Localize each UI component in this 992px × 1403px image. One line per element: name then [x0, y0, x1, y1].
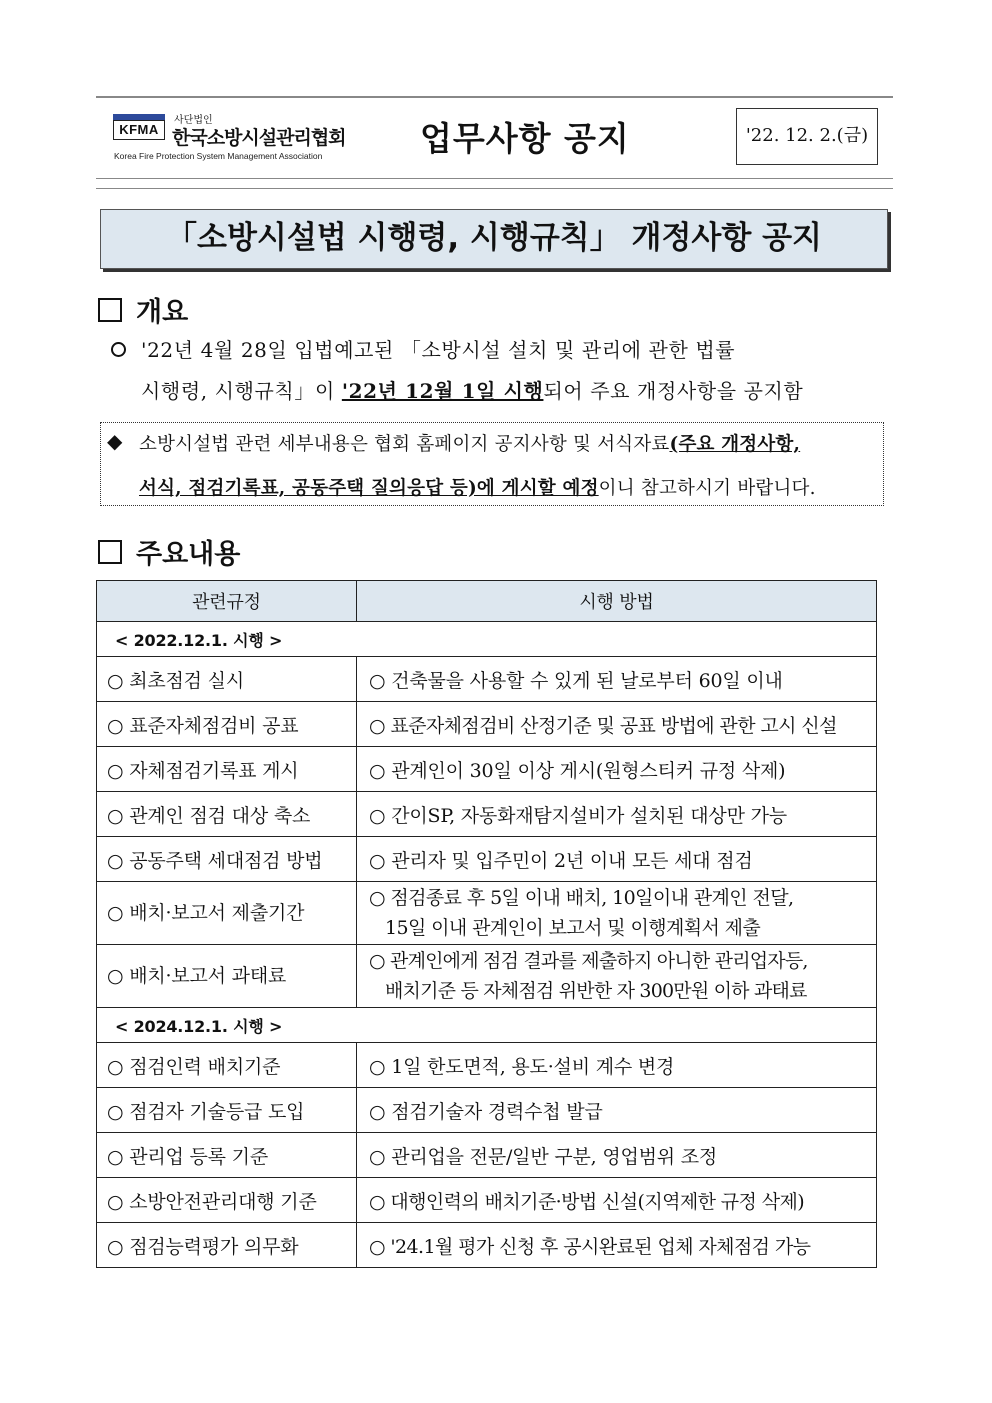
main-title: 「소방시설법 시행령, 시행규칙」 개정사항 공지 [100, 209, 888, 269]
column-header-rule: 관련규정 [97, 581, 357, 622]
section-overview [98, 290, 188, 329]
table-row [97, 1088, 877, 1133]
rule-cell: ○ 표준자체점검비 공표 [97, 702, 357, 747]
notice-line-1 [139, 430, 800, 456]
rule-cell: ○ 관계인 점검 대상 축소 [97, 792, 357, 837]
method-cell: ○ 1일 한도면적, 용도·설비 계수 변경 [357, 1043, 877, 1088]
table-row [97, 1133, 877, 1178]
table-row [97, 1178, 877, 1223]
rule-cell: ○ 점검자 기술등급 도입 [97, 1088, 357, 1133]
square-bullet-icon [98, 540, 122, 564]
table-row [97, 747, 877, 792]
group-label-2024: < 2024.12.1. 시행 > [97, 1008, 877, 1043]
table-row [97, 837, 877, 882]
org-type: 사단법인 [174, 115, 213, 126]
rule-cell: ○ 점검능력평가 의무화 [97, 1223, 357, 1268]
method-cell: ○ 대행인력의 배치기준·방법 신설(지역제한 규정 삭제) [357, 1178, 877, 1223]
notice-line-1-bold: (주요 개정사항, [669, 434, 801, 455]
overview-line-1: '22년 4월 28일 입법예고된 「소방시설 설치 및 관리에 관한 법률 [141, 338, 736, 362]
method-line-2: 15일 이내 관계인이 보고서 및 이행계획서 제출 [385, 917, 761, 939]
org-english-name: Korea Fire Protection System Management Association [114, 151, 323, 161]
org-name: 한국소방시설관리협회 [172, 127, 346, 149]
logo-text: KFMA [113, 120, 165, 140]
overview-line-2-post: 되어 주요 개정사항을 공지함 [543, 379, 804, 403]
table-row [97, 792, 877, 837]
table-row [97, 702, 877, 747]
rule-cell: ○ 배치·보고서 제출기간 [97, 882, 357, 945]
table-row [97, 1043, 877, 1088]
table-row [97, 1223, 877, 1268]
group-row-2022 [97, 622, 877, 657]
document-title: 업무사항 공지 [420, 119, 630, 158]
group-row-2024 [97, 1008, 877, 1043]
rule-cell: ○ 점검인력 배치기준 [97, 1043, 357, 1088]
date-box: '22. 12. 2.(금) [736, 108, 878, 165]
method-cell: ○ 관계인이 30일 이상 게시(원형스티커 규정 삭제) [357, 747, 877, 792]
method-cell: ○ 건축물을 사용할 수 있게 된 날로부터 60일 이내 [357, 657, 877, 702]
method-cell: ○ '24.1월 평가 신청 후 공시완료된 업체 자체점검 가능 [357, 1223, 877, 1268]
group-label-2022: < 2022.12.1. 시행 > [97, 622, 877, 657]
table-row [97, 945, 877, 1008]
overview-line-2 [141, 375, 803, 404]
notice-line-2 [139, 474, 816, 500]
table-header-row [97, 581, 877, 622]
method-cell: ○ 표준자체점검비 산정기준 및 공표 방법에 관한 고시 신설 [357, 702, 877, 747]
square-bullet-icon [98, 298, 122, 322]
amendments-table [96, 580, 877, 1268]
notice-line-2-bold: 서식, 점검기록표, 공동주택 질의응답 등)에 게시할 예정 [139, 478, 599, 499]
rule-cell: ○ 자체점검기록표 게시 [97, 747, 357, 792]
method-cell [357, 945, 877, 1008]
overview-line-2-pre: 시행령, 시행규칙」이 [141, 379, 342, 403]
method-line-1: ○ 점검종료 후 5일 이내 배치, 10일이내 관계인 전달, [369, 887, 794, 909]
header-bottom-rule [96, 178, 893, 179]
section-overview-heading: 개요 [136, 297, 189, 328]
method-line-1: ○ 관계인에게 점검 결과를 제출하지 아니한 관리업자등, [369, 950, 808, 972]
rule-cell: ○ 최초점검 실시 [97, 657, 357, 702]
diamond-bullet-icon: ◆ [107, 429, 123, 453]
section-main-heading: 주요내용 [136, 539, 241, 570]
table-row [97, 657, 877, 702]
kfma-logo [113, 114, 165, 140]
rule-cell: ○ 배치·보고서 과태료 [97, 945, 357, 1008]
method-line-2: 배치기준 등 자체점검 위반한 자 300만원 이하 과태료 [385, 980, 807, 1002]
effective-date: '22년 12월 1일 시행 [341, 379, 544, 403]
rule-cell: ○ 관리업 등록 기준 [97, 1133, 357, 1178]
method-cell: ○ 관리자 및 입주민이 2년 이내 모든 세대 점검 [357, 837, 877, 882]
header-top-rule [96, 96, 893, 98]
method-cell: ○ 관리업을 전문/일반 구분, 영업범위 조정 [357, 1133, 877, 1178]
method-cell: ○ 점검기술자 경력수첩 발급 [357, 1088, 877, 1133]
rule-cell: ○ 소방안전관리대행 기준 [97, 1178, 357, 1223]
column-header-method: 시행 방법 [357, 581, 877, 622]
table-row [97, 882, 877, 945]
method-cell: ○ 간이SP, 자동화재탐지설비가 설치된 대상만 가능 [357, 792, 877, 837]
section-main-content [98, 532, 240, 571]
notice-line-1-pre: 소방시설법 관련 세부내용은 협회 홈페이지 공지사항 및 서식자료 [139, 434, 670, 455]
notice-line-2-post: 이니 참고하시기 바랍니다. [598, 478, 816, 499]
rule-cell: ○ 공동주택 세대점검 방법 [97, 837, 357, 882]
method-cell [357, 882, 877, 945]
circle-bullet-icon [111, 342, 126, 357]
header-bottom-rule-2 [96, 188, 893, 189]
